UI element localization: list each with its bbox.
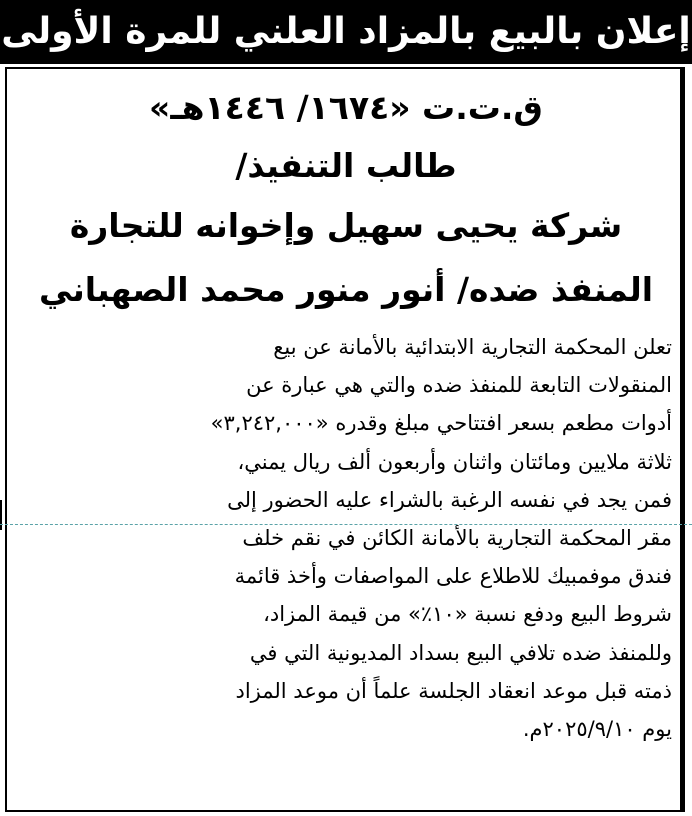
scan-guide-line <box>0 524 692 525</box>
applicant-label: طالب التنفيذ/ <box>235 146 457 185</box>
case-number: ق.ت.ت «١٦٧٤/ ١٤٤٦هـ» <box>149 88 543 127</box>
body-line: المنقولات التابعة للمنفذ ضده والتي هي عبارة عن <box>246 373 672 398</box>
body-line: شروط البيع ودفع نسبة «١٠٪» من قيمة المزاد، <box>263 602 672 627</box>
body-line: ثلاثة ملايين ومائتان واثنان وأربعون ألف ريال يمني، <box>237 449 672 474</box>
notice-header <box>0 0 692 64</box>
edge-mark <box>0 500 16 530</box>
body-line: وللمنفذ ضده تلافي البيع بسداد المديونية التي في <box>249 640 672 665</box>
body-line: تعلن المحكمة التجارية الابتدائية بالأمانة عن بيع <box>273 335 672 359</box>
notice-title: إعلان بالبيع بالمزاد العلني للمرة الأولى <box>1 11 691 52</box>
body-line: ذمته قبل موعد انعقاد الجلسة علماً أن موعد المزاد <box>235 678 672 703</box>
debtor-name: المنفذ ضده/ أنور منور محمد الصهباني <box>38 270 654 309</box>
notice-body <box>18 328 672 748</box>
body-line: فندق موفمبيك للاطلاع على المواصفات وأخذ قائمة <box>234 564 672 589</box>
applicant-name: شركة يحيى سهيل وإخوانه للتجارة <box>69 206 623 245</box>
body-line: مقر المحكمة التجارية بالأمانة الكائن في نقم خلف <box>242 526 672 551</box>
body-line: يوم ٢٠٢٥/٩/١٠م. <box>522 717 672 742</box>
body-line: أدوات مطعم بسعر افتتاحي مبلغ وقدره «٣,٢٤٢,٠٠٠» <box>210 411 672 436</box>
body-line: فمن يجد في نفسه الرغبة بالشراء عليه الحضور إلى <box>227 487 672 512</box>
